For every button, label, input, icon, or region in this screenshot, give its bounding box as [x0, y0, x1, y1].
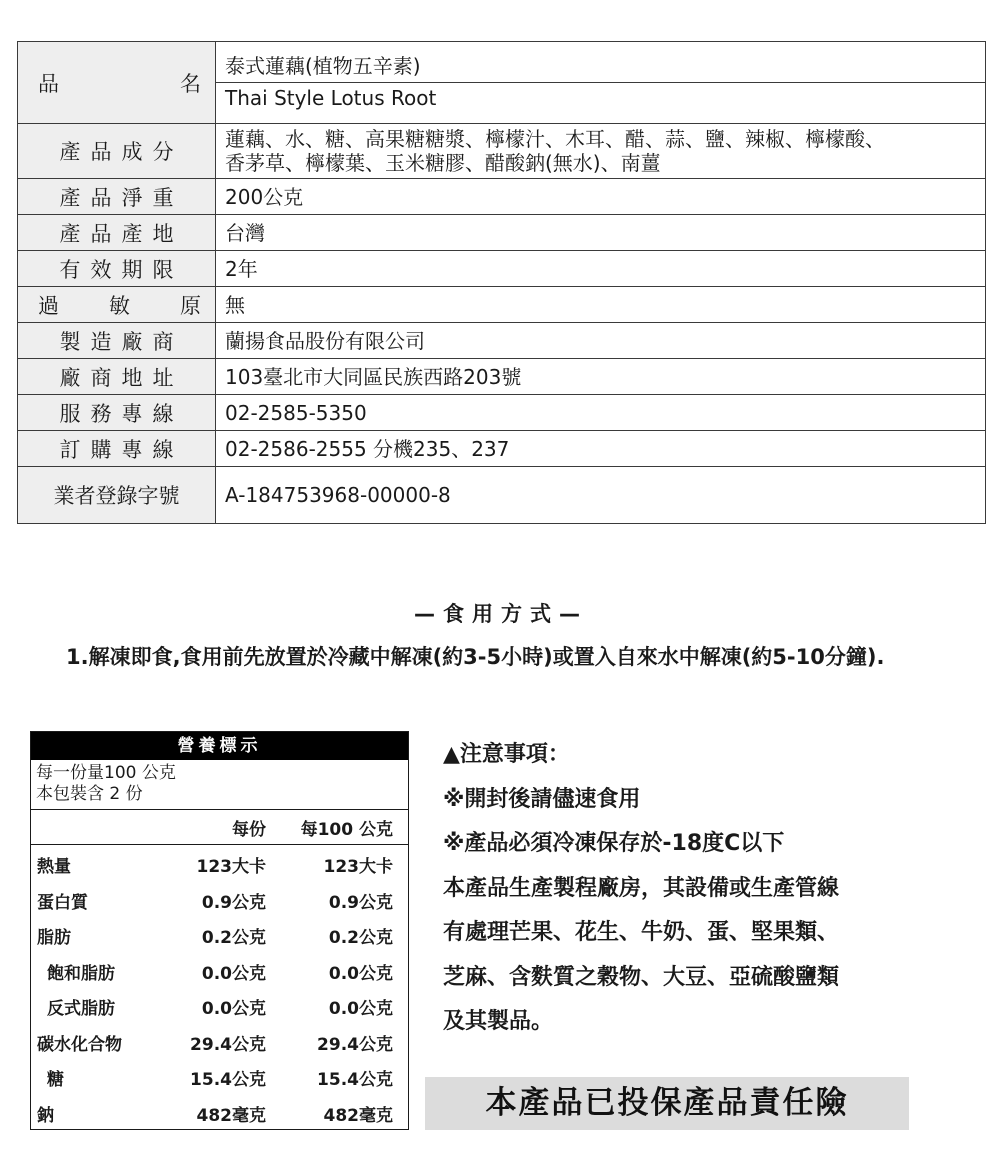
info-label: [18, 359, 216, 395]
caution-line: 有處理芒果、花生、牛奶、蛋、堅果類、: [443, 920, 840, 945]
usage-instructions: 1.解凍即食,食用前先放置於冷藏中解凍(約3-5小時)或置入自來水中解凍(約5-10分鐘).: [66, 645, 885, 669]
nutrient-name: 熱量: [37, 857, 71, 878]
info-value: [216, 124, 986, 179]
caution-lines: [443, 778, 998, 1045]
info-value-text: A-184753968-00000-8: [225, 483, 451, 507]
info-value: [216, 251, 986, 287]
info-value-text: 103臺北市大同區民族西路203號: [225, 364, 522, 389]
info-row: [18, 287, 986, 323]
nutrient-row: [31, 918, 408, 954]
info-label: [18, 467, 216, 524]
info-value-text: 02-2585-5350: [225, 400, 367, 425]
info-value-text: 蓮藕、水、糖、高果糖糖漿、檸檬汁、木耳、醋、蒜、鹽、辣椒、檸檬酸、: [225, 127, 885, 151]
product-info-table: [17, 41, 986, 524]
nutrient-name: 飽和脂肪: [47, 963, 115, 984]
nutrient-per-serving: 15.4公克: [190, 1070, 266, 1091]
info-label-text: 訂購專線: [59, 437, 184, 462]
info-row: [18, 467, 986, 524]
nutrient-per-100g: 15.4公克: [317, 1070, 393, 1091]
caution-line: ※開封後請儘速食用: [443, 786, 641, 812]
info-value: [216, 323, 986, 359]
caution-line: 及其製品。: [443, 1009, 554, 1034]
nutrient-per-serving: 482毫克: [196, 1105, 266, 1126]
per-100g-header: 每100 公克: [300, 819, 393, 840]
info-label: [18, 323, 216, 359]
nutrient-per-100g: 0.2公克: [328, 928, 393, 949]
info-label-text: 廠商地址: [59, 365, 184, 390]
per-serving-header: 每份: [232, 819, 266, 840]
info-label-text: 產品成分: [59, 140, 184, 164]
caution-line: ※產品必須冷凍保存於-18度C以下: [443, 831, 785, 856]
info-label: [18, 215, 216, 251]
nutrient-row: [31, 1096, 408, 1132]
info-label: [18, 287, 216, 323]
product-name-zh: 泰式蓮藕(植物五辛素): [225, 54, 421, 78]
info-row: [18, 359, 986, 395]
nutrient-per-serving: 0.0公克: [201, 999, 266, 1020]
info-value-text: 台灣: [225, 220, 265, 245]
info-row: [18, 215, 986, 251]
caution-line: 本產品生產製程廠房，其設備或生產管線: [443, 875, 840, 901]
info-label-name-part: 品: [38, 71, 59, 96]
nutrient-name: 糖: [47, 1070, 64, 1091]
nutrient-row: [31, 954, 408, 990]
info-row: [18, 431, 986, 467]
caution-line: 芝麻、含麩質之穀物、大豆、亞硫酸鹽類: [443, 964, 840, 990]
info-value: [216, 467, 986, 524]
info-value-text: 蘭揚食品股份有限公司: [225, 328, 425, 353]
nutrient-per-100g: 0.0公克: [328, 963, 393, 984]
nutrient-name: 蛋白質: [37, 892, 88, 913]
info-label-text: 業者登錄字號: [53, 484, 180, 508]
product-name-en: Thai Style Lotus Root: [225, 86, 437, 110]
nutrient-row: [31, 1060, 408, 1096]
info-label-name-part: 名: [180, 71, 201, 96]
nutrition-rows: [31, 845, 408, 1131]
info-value: [216, 359, 986, 395]
info-value: [216, 431, 986, 467]
nutrient-per-100g: 482毫克: [323, 1105, 393, 1126]
nutrient-row: [31, 847, 408, 883]
nutrient-per-serving: 0.0公克: [201, 963, 266, 984]
nutrient-per-100g: 123大卡: [323, 857, 393, 878]
info-value-name: [216, 42, 986, 124]
serving-info: [31, 760, 408, 810]
info-value: [216, 287, 986, 323]
nutrient-per-serving: 0.2公克: [201, 928, 266, 949]
info-label-char: 過: [38, 293, 59, 318]
info-value-text: 02-2586-2555 分機235、237: [225, 436, 510, 461]
info-label: [18, 431, 216, 467]
nutrient-per-100g: 29.4公克: [317, 1034, 393, 1055]
servings-per-package: 本包裝含 2 份: [36, 784, 143, 804]
info-label-name: [18, 42, 216, 124]
nutrient-name: 脂肪: [37, 928, 71, 949]
info-label-spread: [38, 290, 201, 320]
nutrient-row: [31, 1025, 408, 1061]
info-label: [18, 179, 216, 215]
nutrient-per-serving: 29.4公克: [190, 1034, 266, 1055]
info-label-text: 產品淨重: [59, 185, 184, 210]
info-label-text: 服務專線: [59, 401, 184, 426]
nutrient-name: 反式脂肪: [47, 999, 115, 1020]
caution-heading: ▲注意事項：: [443, 742, 570, 767]
info-label-char: 敏: [109, 293, 130, 318]
info-row: [18, 179, 986, 215]
info-row: [18, 395, 986, 431]
nutrient-name: 鈉: [37, 1105, 54, 1126]
info-value-text-line2: 香茅草、檸檬葉、玉米糖膠、醋酸鈉(無水)、南薑: [225, 151, 661, 175]
info-value-text: 2年: [225, 256, 258, 281]
liability-insurance-banner: 本產品已投保產品責任險: [425, 1077, 909, 1130]
nutrient-per-100g: 0.0公克: [328, 999, 393, 1020]
info-row: [18, 124, 986, 179]
info-label-text: 產品產地: [59, 221, 184, 246]
info-label: [18, 124, 216, 179]
serving-size: 每一份量100 公克: [36, 763, 176, 783]
nutrient-row: [31, 883, 408, 919]
usage-title: —食用方式—: [414, 602, 588, 626]
info-value: [216, 179, 986, 215]
info-value-text: 無: [225, 292, 245, 317]
info-label-char: 原: [180, 293, 201, 318]
info-label-text: 有效期限: [59, 257, 184, 282]
nutrition-facts-panel: [30, 731, 409, 1130]
info-row-name: [18, 42, 986, 124]
info-label-text: 製造廠商: [59, 329, 184, 354]
info-label: [18, 251, 216, 287]
info-row: [18, 323, 986, 359]
nutrition-title: 營養標示: [31, 732, 408, 760]
info-value: [216, 395, 986, 431]
nutrition-column-header: [31, 810, 408, 845]
nutrient-per-serving: 0.9公克: [201, 892, 266, 913]
nutrient-row: [31, 989, 408, 1025]
nutrient-name: 碳水化合物: [37, 1034, 122, 1055]
nutrient-per-100g: 0.9公克: [328, 892, 393, 913]
nutrient-per-serving: 123大卡: [196, 857, 266, 878]
info-label: [18, 395, 216, 431]
info-value: [216, 215, 986, 251]
info-row: [18, 251, 986, 287]
info-value-text: 200公克: [225, 184, 304, 209]
caution-notes: [443, 733, 998, 1045]
